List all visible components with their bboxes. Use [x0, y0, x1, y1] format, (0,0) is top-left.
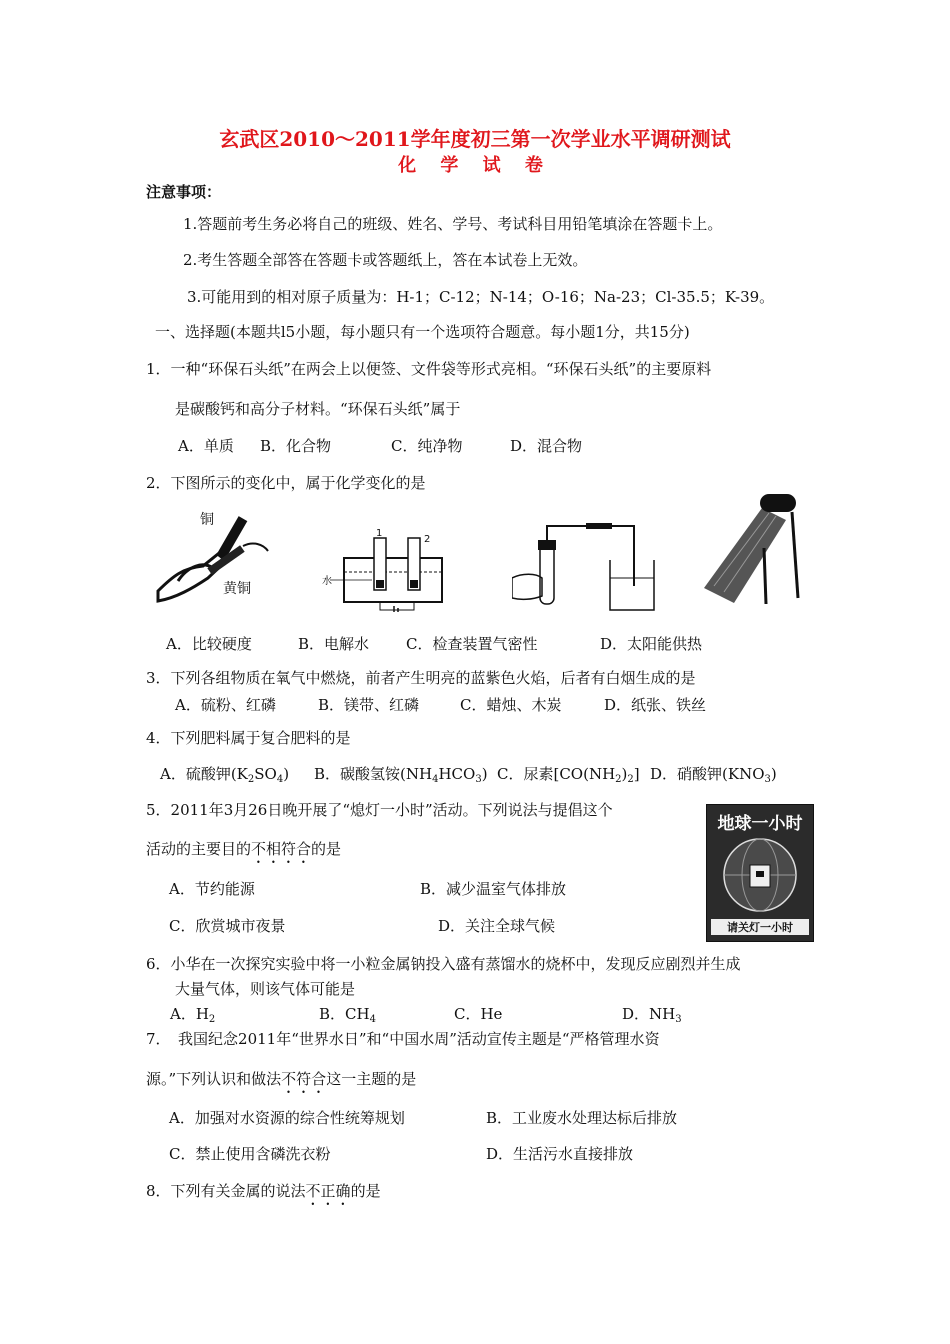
option-d: D．混合物 — [510, 437, 583, 455]
label-tube-2: 2 — [424, 534, 431, 545]
option-a: A．加强对水资源的综合性统筹规划 — [169, 1109, 405, 1127]
question-6-stem: 6．小华在一次探究实验中将一小粒金属钠投入盛有蒸馏水的烧杯中，发现反应剧烈并生成 — [146, 955, 741, 973]
section-heading: 一、选择题(本题共l5小题，每小题只有一个选项符合题意。每小题1分，共15分) — [155, 323, 690, 341]
question-5-stem: 5．2011年3月26日晚开展了“熄灯一小时”活动。下列说法与提倡这个 — [146, 801, 613, 819]
option-d: D．纸张、铁丝 — [604, 696, 707, 714]
earth-hour-poster — [706, 804, 814, 942]
figure-hardness — [148, 506, 278, 606]
option-a: A．比较硬度 — [166, 635, 252, 653]
option-b: B．镁带、红磷 — [318, 696, 420, 714]
question-1-stem-cont: 是碳酸钙和高分子材料。“环保石头纸”属于 — [175, 400, 461, 418]
page-title: 玄武区2010～2011学年度初三第一次学业水平调研测试 — [219, 127, 731, 151]
label-copper: 铜 — [200, 512, 214, 528]
option-c: C．欣赏城市夜景 — [169, 917, 286, 935]
option-b: B．工业废水处理达标后排放 — [486, 1109, 678, 1127]
question-5-stem-cont: 活动的主要目的不相符合的是 — [146, 840, 342, 858]
label-tube-1: 1 — [376, 528, 383, 539]
option-d: D．关注全球气候 — [438, 917, 556, 935]
option-c: C．尿素$[CO(NH_2)_2]$ — [497, 765, 640, 785]
question-6-stem-cont: 大量气体，则该气体可能是 — [175, 980, 356, 998]
question-8-stem: 8．下列有关金属的说法不正确的是 — [146, 1182, 381, 1200]
option-b: B．电解水 — [298, 635, 370, 653]
question-4-stem: 4．下列肥料属于复合肥料的是 — [146, 729, 351, 747]
option-a: A．单质 — [178, 437, 234, 455]
option-d: D．生活污水直接排放 — [486, 1145, 634, 1163]
emphasis-text: 不正确 — [305, 1182, 351, 1200]
figure-electrolysis — [322, 528, 452, 612]
poster-slogan: 请关灯一小时 — [711, 919, 809, 935]
option-b: B．$CH_4$ — [319, 1005, 376, 1025]
label-brass: 黄铜 — [223, 581, 251, 597]
option-c: C．纯净物 — [391, 437, 463, 455]
option-b: B．化合物 — [260, 437, 332, 455]
option-d: D．太阳能供热 — [600, 635, 703, 653]
option-c: C．蜡烛、木炭 — [460, 696, 562, 714]
question-2-stem: 2．下图所示的变化中，属于化学变化的是 — [146, 474, 426, 492]
note-item: 1.答题前考生务必将自己的班级、姓名、学号、考试科目用铅笔填涂在答题卡上。 — [183, 215, 723, 233]
globe-icon — [720, 835, 800, 915]
option-b: B．碳酸氢铵$(NH_4HCO_3)$ — [314, 765, 488, 785]
option-c: C．禁止使用含磷洗衣粉 — [169, 1145, 331, 1163]
label-water: 水 — [322, 576, 332, 587]
option-a: A．硫酸钾$(K_2SO_4)$ — [160, 765, 290, 785]
figure-solar-heater — [694, 488, 804, 608]
page-subtitle: 化 学 试 卷 — [398, 155, 552, 176]
question-3-stem: 3．下列各组物质在氧气中燃烧，前者产生明亮的蓝紫色火焰，后者有白烟生成的是 — [146, 669, 696, 687]
option-a: A．$H_2$ — [170, 1005, 216, 1025]
option-c: C．He — [454, 1005, 503, 1023]
note-item: 2.考生答题全部答在答题卡或答题纸上，答在本试卷上无效。 — [183, 251, 588, 269]
option-d: D．硝酸钾$(KNO_3)$ — [650, 765, 777, 785]
option-a: A．硫粉、红磷 — [175, 696, 276, 714]
notes-heading: 注意事项： — [146, 183, 222, 201]
figure-airtightness — [512, 518, 672, 618]
option-d: D．$NH_3$ — [622, 1005, 682, 1025]
question-7-stem: 7． 我国纪念2011年“世界水日”和“中国水周”活动宣传主题是“严格管理水资 — [146, 1030, 660, 1048]
emphasis-text: 不符合 — [281, 1070, 327, 1088]
question-1-stem: 1．一种“环保石头纸”在两会上以便签、文件袋等形式亮相。“环保石头纸”的主要原料 — [146, 360, 712, 378]
poster-title: 地球一小时 — [717, 814, 803, 834]
option-a: A．节约能源 — [169, 880, 255, 898]
option-c: C．检查装置气密性 — [406, 635, 538, 653]
note-item: 3.可能用到的相对原子质量为：H-1；C-12；N-14；O-16；Na-23；Cl-35.5；K-39。 — [187, 288, 775, 306]
emphasis-text: 不相符合 — [251, 840, 312, 858]
question-7-stem-cont: 源。”下列认识和做法不符合这一主题的是 — [146, 1070, 417, 1088]
option-b: B．减少温室气体排放 — [420, 880, 567, 898]
